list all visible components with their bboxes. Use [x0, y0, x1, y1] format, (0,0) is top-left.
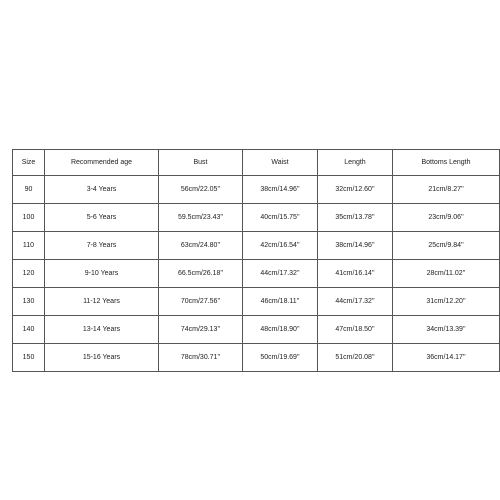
- cell-size: 130: [13, 288, 45, 316]
- cell-bust: 59.5cm/23.43'': [159, 204, 243, 232]
- cell-recommended-age: 11-12 Years: [45, 288, 159, 316]
- cell-length: 47cm/18.50'': [318, 316, 393, 344]
- cell-size: 110: [13, 232, 45, 260]
- cell-length: 41cm/16.14'': [318, 260, 393, 288]
- header-recommended-age: Recommended age: [45, 150, 159, 176]
- header-bust: Bust: [159, 150, 243, 176]
- cell-size: 100: [13, 204, 45, 232]
- cell-length: 38cm/14.96'': [318, 232, 393, 260]
- cell-length: 51cm/20.08'': [318, 344, 393, 372]
- table-row: [13, 344, 500, 372]
- table-row: [13, 176, 500, 204]
- cell-recommended-age: 3-4 Years: [45, 176, 159, 204]
- table-header-row: [13, 150, 500, 176]
- header-waist: Waist: [243, 150, 318, 176]
- cell-bottoms-length: 34cm/13.39'': [393, 316, 500, 344]
- cell-length: 35cm/13.78'': [318, 204, 393, 232]
- cell-bust: 66.5cm/26.18'': [159, 260, 243, 288]
- cell-bust: 56cm/22.05'': [159, 176, 243, 204]
- cell-bottoms-length: 21cm/8.27'': [393, 176, 500, 204]
- cell-length: 32cm/12.60'': [318, 176, 393, 204]
- header-bottoms-length: Bottoms Length: [393, 150, 500, 176]
- cell-recommended-age: 5-6 Years: [45, 204, 159, 232]
- cell-bottoms-length: 31cm/12.20'': [393, 288, 500, 316]
- cell-waist: 38cm/14.96'': [243, 176, 318, 204]
- table-row: [13, 232, 500, 260]
- cell-bust: 70cm/27.56'': [159, 288, 243, 316]
- cell-bust: 74cm/29.13'': [159, 316, 243, 344]
- cell-bottoms-length: 36cm/14.17'': [393, 344, 500, 372]
- cell-waist: 48cm/18.90'': [243, 316, 318, 344]
- cell-bottoms-length: 28cm/11.02'': [393, 260, 500, 288]
- cell-recommended-age: 13-14 Years: [45, 316, 159, 344]
- table-row: [13, 288, 500, 316]
- cell-waist: 42cm/16.54'': [243, 232, 318, 260]
- cell-bottoms-length: 25cm/9.84'': [393, 232, 500, 260]
- header-length: Length: [318, 150, 393, 176]
- table-row: [13, 316, 500, 344]
- cell-size: 120: [13, 260, 45, 288]
- cell-recommended-age: 15-16 Years: [45, 344, 159, 372]
- cell-waist: 44cm/17.32'': [243, 260, 318, 288]
- table-row: [13, 260, 500, 288]
- cell-recommended-age: 7-8 Years: [45, 232, 159, 260]
- size-chart-table: [12, 149, 500, 372]
- cell-bust: 63cm/24.80'': [159, 232, 243, 260]
- cell-size: 150: [13, 344, 45, 372]
- cell-recommended-age: 9-10 Years: [45, 260, 159, 288]
- cell-waist: 40cm/15.75'': [243, 204, 318, 232]
- table-row: [13, 204, 500, 232]
- cell-waist: 50cm/19.69'': [243, 344, 318, 372]
- cell-length: 44cm/17.32'': [318, 288, 393, 316]
- cell-size: 140: [13, 316, 45, 344]
- cell-size: 90: [13, 176, 45, 204]
- header-size: Size: [13, 150, 45, 176]
- cell-waist: 46cm/18.11'': [243, 288, 318, 316]
- cell-bottoms-length: 23cm/9.06'': [393, 204, 500, 232]
- cell-bust: 78cm/30.71'': [159, 344, 243, 372]
